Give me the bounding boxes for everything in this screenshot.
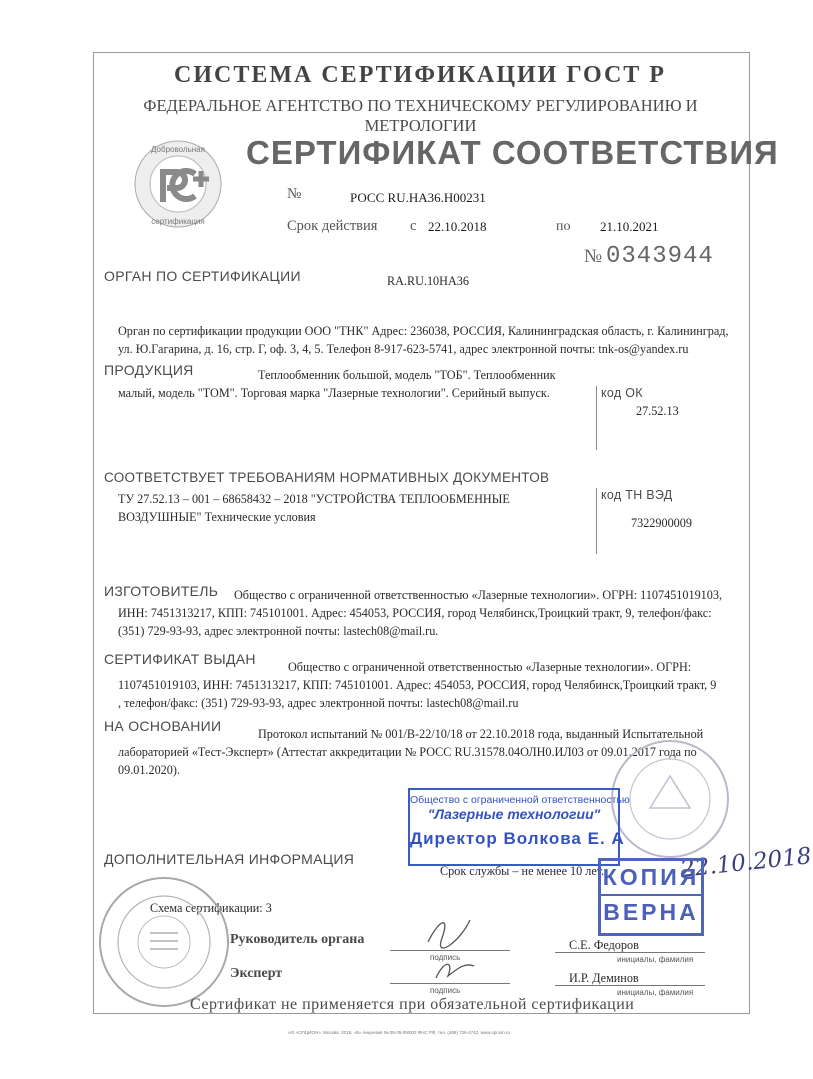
issued-to-text-line2: 1107451019103, ИНН: 7451313217, КПП: 745101001. Адрес: 454053, РОССИЯ, город Челябинск,Троицкий тракт, 9: [118, 678, 717, 692]
rst-logo-icon: [133, 138, 223, 230]
validity-to-label: по: [556, 219, 571, 234]
expert-name: И.Р. Деминов: [569, 971, 639, 985]
conforms-text-line1: ТУ 27.52.13 – 001 – 68658432 – 2018 "УСТРОЙСТВА ТЕПЛООБМЕННЫЕ: [118, 492, 510, 506]
manufacturer-label: ИЗГОТОВИТЕЛЬ: [104, 583, 219, 599]
certification-system-header: СИСТЕМА СЕРТИФИКАЦИИ ГОСТ Р: [174, 62, 666, 88]
head-name: С.Е. Федоров: [569, 938, 639, 952]
expert-label: Эксперт: [230, 966, 283, 981]
tnved-value: 7322900009: [631, 516, 692, 530]
basis-label: НА ОСНОВАНИИ: [104, 718, 222, 734]
basis-text-line2: лабораторией «Тест-Эксперт» (Аттестат аккредитации № РОСС RU.31578.04ОЛН0.ИЛ03 от 09.01.2017 года по: [118, 745, 697, 759]
organ-text-line2: ул. Ю.Гагарина, д. 16, стр. Г, оф. 3, 4, 5. Телефон 8-917-623-5741, адрес электронной почты: tnk-os@yandex.ru: [118, 342, 689, 356]
expert-signature-caption: подпись: [430, 986, 461, 995]
head-signature-caption: подпись: [430, 953, 461, 962]
number-sign: №: [287, 186, 302, 202]
registration-number: РОСС RU.HA36.H00231: [350, 190, 486, 205]
product-text-line2: малый, модель "ТОМ". Торговая марка "Лазерные технологии". Серийный выпуск.: [118, 386, 550, 400]
validity-from-label: с: [410, 218, 417, 234]
product-text-line1: Теплообменник большой, модель "ТОБ". Теплообменник: [258, 368, 556, 382]
head-signature-icon: [420, 912, 480, 952]
basis-text-line1: Протокол испытаний № 001/В-22/10/18 от 22.10.2018 года, выданный Испытательной: [258, 727, 704, 741]
issued-to-label: СЕРТИФИКАТ ВЫДАН: [104, 651, 256, 667]
okp-label: код ОК: [601, 386, 643, 400]
expert-name-line: [555, 985, 705, 986]
blank-number: 0343944: [606, 243, 714, 270]
basis-text-line3: 09.01.2020).: [118, 763, 180, 777]
manufacturer-text-line2: ИНН: 7451313217, КПП: 745101001. Адрес: 454053, РОССИЯ, город Челябинск,Троицкий тракт, 9, телефон/факс:: [118, 606, 712, 620]
stamp-line3: Директор Волкова Е. А: [410, 829, 625, 848]
validity-label: Срок действия: [287, 218, 378, 234]
footer-note: Сертификат не применяется при обязательной сертификации: [190, 996, 635, 1013]
agency-header: ФЕДЕРАЛЬНОЕ АГЕНТСТВО ПО ТЕХНИЧЕСКОМУ РЕГУЛИРОВАНИЮ И МЕТРОЛОГИИ: [143, 96, 698, 135]
additional-info-label: ДОПОЛНИТЕЛЬНАЯ ИНФОРМАЦИЯ: [104, 851, 355, 867]
manufacturer-text-line3: (351) 729-93-93, адрес электронной почты: lastech08@mail.ru.: [118, 624, 439, 638]
manufacturer-text-line1: Общество с ограниченной ответственностью «Лазерные технологии». ОГРН: 1107451019103,: [234, 588, 722, 602]
validity-to-date: 21.10.2021: [600, 219, 659, 234]
tnved-label: код ТН ВЭД: [601, 488, 673, 502]
expert-signature-icon: [430, 952, 480, 986]
copy-stamp-line1: КОПИЯ: [602, 864, 700, 890]
organ-text-line1: Орган по сертификации продукции ООО "ТНК" Адрес: 236038, РОССИЯ, Калининградская область, г. Калининград,: [118, 324, 729, 338]
head-of-organ-label: Руководитель органа: [230, 932, 365, 947]
blank-number-sign: №: [584, 246, 603, 267]
logo-bottom-text: сертификация: [151, 217, 205, 226]
issued-to-text-line3: , телефон/факс: (351) 729-93-93, адрес электронной почты: lastech08@mail.ru: [118, 696, 519, 710]
service-life-text: Срок службы – не менее 10 лет.: [440, 864, 605, 878]
okp-box-divider: [596, 386, 597, 450]
tnved-box-divider: [596, 488, 597, 554]
logo-top-text: Добровольная: [151, 145, 205, 154]
printer-line: АО «ОПЦИОН», Москва, 2018, «Б» лицензия № 05-05-09/003 ФНС РФ, тел. (495) 726-4742, www.opcion.ru: [288, 1030, 510, 1035]
certificate-title: СЕРТИФИКАТ СООТВЕТСТВИЯ: [246, 134, 779, 171]
copy-stamp-line2: ВЕРНА: [601, 894, 701, 929]
conforms-text-line2: ВОЗДУШНЫЕ" Технические условия: [118, 510, 316, 524]
organ-code: RA.RU.10HA36: [387, 274, 469, 288]
conforms-label: СООТВЕТСТВУЕТ ТРЕБОВАНИЯМ НОРМАТИВНЫХ ДОКУМЕНТОВ: [104, 470, 550, 485]
head-initials-caption: инициалы, фамилия: [617, 955, 694, 964]
head-name-line: [555, 952, 705, 953]
expert-initials-caption: инициалы, фамилия: [617, 988, 694, 997]
handwritten-date: 22.10.2018: [679, 843, 813, 883]
stamp-line1: Общество с ограниченной ответственностью: [410, 794, 630, 806]
organ-label: ОРГАН ПО СЕРТИФИКАЦИИ: [104, 268, 301, 284]
issued-to-text-line1: Общество с ограниченной ответственностью «Лазерные технологии». ОГРН:: [288, 660, 692, 674]
certification-scheme: Схема сертификации: 3: [150, 901, 272, 915]
copy-true-stamp: [598, 858, 704, 936]
product-label: ПРОДУКЦИЯ: [104, 362, 194, 378]
company-director-stamp: [408, 788, 630, 866]
okp-value: 27.52.13: [636, 404, 679, 418]
stamp-line2: "Лазерные технологии": [427, 806, 601, 822]
validity-from-date: 22.10.2018: [428, 219, 487, 234]
certification-body-seal-icon: [92, 873, 236, 1011]
